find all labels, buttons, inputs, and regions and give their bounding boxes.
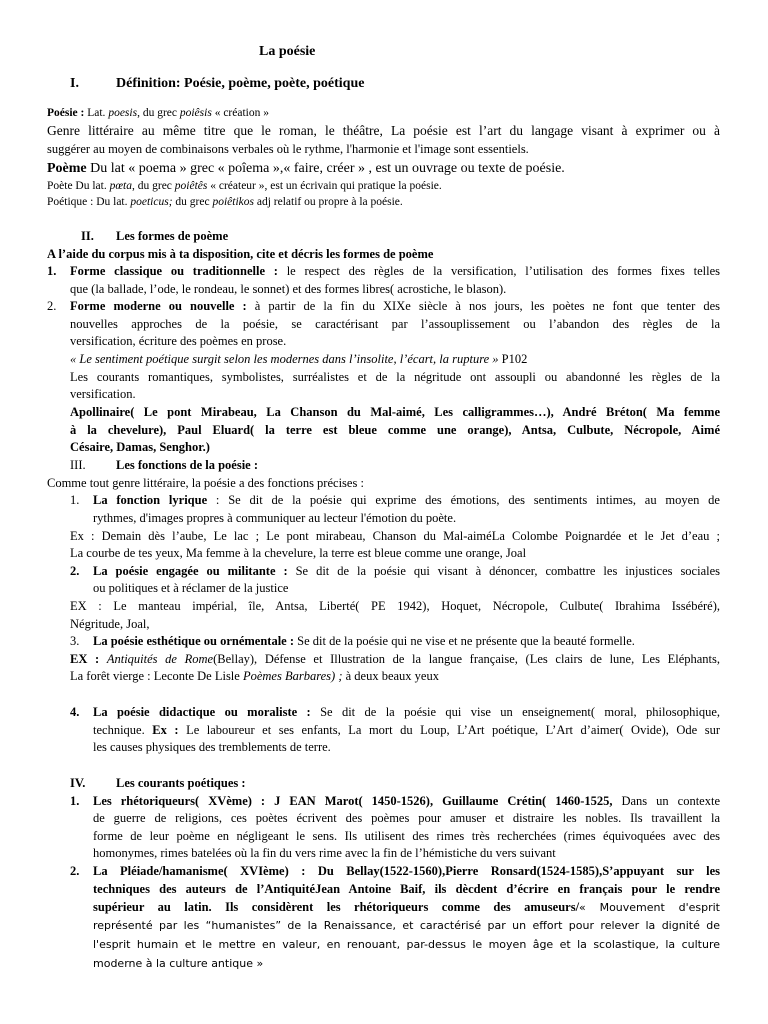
function-2-label: La poésie engagée ou militante : [93,564,288,578]
function-1-number: 1. [70,493,80,507]
courants-line-1: Les courants romantiques, symbolistes, surréalistes et de la négritude ont assoupli ou abandonné les règles de la [70,370,720,384]
courant-2-line-2: techniques des auteurs de l’AntiquitéJean Antoine Baif, ils dècdent d’écrire en français pour le rendre [93,882,720,896]
poete-definition: Poète Du lat. pœta, du grec poiêtês « créateur », est un écrivain qui pratique la poésie. [47,180,442,192]
item-1-line: Forme classique ou traditionnelle : le respect des règles de la versification, l’utilisation des formes fixes telles [70,264,721,278]
function-1-line: La fonction lyrique : Se dit de la poésie qui exprime des émotions, des sentiments intimes, au moyen de [93,493,720,507]
poeme-label: Poème [47,161,87,176]
courant-2-line-5: l'esprit humain et le mettre en valeur, en renouant, par-dessus le moyen âge et la scolastique, la culture [93,938,720,951]
poesie-definition: Poésie : Lat. poesis, du grec poiêsis « création » [47,107,269,119]
genre-line-1: Genre littéraire au même titre que le roman, le théâtre, La poésie est l’art du langage visant à exprimer ou à [47,123,720,138]
function-1-label: La fonction lyrique [93,493,208,507]
item-2-line: Forme moderne ou nouvelle : à partir de la fin du XIXe siècle à nos jours, les poètes ne font que tenter des [70,299,720,313]
function-3-number: 3. [70,634,80,648]
courants-line-2: versification. [70,387,136,401]
courant-1-number: 1. [70,794,80,808]
function-4-continuation-2: les causes physiques des tremblements de terre. [93,740,331,754]
function-3-label: La poésie esthétique ou ornémentale : [93,634,295,648]
genre-line-2: suggérer au moyen de combinaisons verbales où le rythme, l'harmonie et l'image sont essentiels. [47,142,529,156]
authors-line-2: à la chevelure), Paul Eluard( la terre est bleue comme une orange), Antsa, Culbute, Nécropole, Aimé [70,423,720,437]
function-3-example-1: EX : Antiquités de Rome(Bellay), Défense et Illustration de la langue française, (Les clairs de lune, Les Eléphants, [70,652,720,666]
section-3-number: III. [70,458,86,472]
function-4-number: 4. [70,705,80,719]
authors-line-3: Césaire, Damas, Senghor.) [70,440,210,454]
item-1-label: Forme classique ou traditionnelle : [70,264,278,278]
function-4-line: La poésie didactique ou moraliste : Se dit de la poésie qui vise un enseignement( moral, philosophique, [93,705,720,719]
function-4-continuation-1: technique. Ex : Le laboureur et ses enfants, La mort du Loup, L’Art poétique, L’Art d’aimer( Ovide), Ode sur [93,723,721,737]
poesie-label: Poésie : [47,107,85,119]
modern-quote: « Le sentiment poétique surgit selon les modernes dans l’insolite, l’écart, la rupture » P102 [70,352,528,366]
function-4-label: La poésie didactique ou moraliste : [93,705,311,719]
item-1-number: 1. [47,264,57,278]
section-2-number: II. [81,229,94,243]
section-1-number: I. [70,76,79,91]
function-1-continuation: rythmes, d'images propres à communiquer au lecteur l'émotion du poète. [93,511,457,525]
section-1-heading: Définition: Poésie, poème, poète, poétique [116,76,365,91]
function-2-example-2: Négritude, Joal, [70,617,150,631]
poetique-definition: Poétique : Du lat. poeticus; du grec poiêtikos adj relatif ou propre à la poésie. [47,196,403,208]
document-title: La poésie [259,44,316,59]
section-2-heading: Les formes de poème [116,229,229,243]
function-1-example-1: Ex : Demain dès l’aube, Le lac ; Le pont mirabeau, Chanson du Mal-aiméLa Colombe Poignardée et le Jet d’eau ; [70,529,720,543]
poeme-definition: Poème Du lat « poema » grec « poîema »,« faire, créer » , est un ouvrage ou texte de poésie. [47,161,565,176]
authors-line-1: Apollinaire( Le pont Mirabeau, La Chanson du Mal-aimé, Les calligrammes…), André Bréton( Ma femme [70,405,720,419]
function-3-line: La poésie esthétique ou ornémentale : Se dit de la poésie qui ne vise et ne présente que la beauté formelle. [93,634,635,648]
section-3-heading: Les fonctions de la poésie : [116,458,259,472]
courant-2-line-1: La Pléiade/hamanisme( XVIème) : Du Bellay(1522-1560),Pierre Ronsard(1524-1585),S’appuyant sur les [93,864,720,878]
item-2-number: 2. [47,299,57,313]
section-3-intro: Comme tout genre littéraire, la poésie a des fonctions précises : [47,476,364,490]
section-4-heading: Les courants poétiques : [116,776,246,790]
function-1-example-2: La courbe de tes yeux, Ma femme à la chevelure, la terre est bleue comme une orange, Joal [70,546,527,560]
courant-2-line-3: supérieur au latin. Ils considèrent les rhétoriqueurs comme des amuseurs/« Mouvement d'esprit [93,900,720,914]
courant-1-line-2: de guerre de religions, ces poètes écrivent des poèmes pour amuser et distraire les nobles. Ils travaillent la [93,811,720,825]
section-2-instruction: A l’aide du corpus mis à ta disposition, cite et décris les formes de poème [47,247,434,261]
courant-1-line-3: forme de leur poème en négligeant le sens. Ils utilisent des rimes très recherchées (rimes équivoquées avec des [93,829,720,843]
item-2-continuation-2: versification, écriture des poèmes en prose. [70,334,287,348]
courant-2-number: 2. [70,864,80,878]
courant-2-line-6: moderne à la culture antique » [93,957,264,970]
courant-1-line-4: homonymes, rimes batelées où la fin du vers rime avec la fin de l’hémistiche du vers suivant [93,846,556,860]
function-2-continuation: ou politiques et à réclamer de la justice [93,581,289,595]
courant-2-line-4: représenté par les “humanistes” de la Renaissance, et caractérisé par un effort pour relever la dignité de [93,919,720,932]
function-3-example-2: La forêt vierge : Leconte De Lisle Poèmes Barbares) ; à deux beaux yeux [70,669,439,683]
item-2-label: Forme moderne ou nouvelle : [70,299,247,313]
courant-1-label: Les rhétoriqueurs( XVème) : J EAN Marot( 1450-1526), Guillaume Crétin( 1460-1525, [93,794,613,808]
courant-1-line-1: Les rhétoriqueurs( XVème) : J EAN Marot( 1450-1526), Guillaume Crétin( 1460-1525, Dans un contexte [93,794,720,808]
function-2-number: 2. [70,564,80,578]
function-2-example-1: EX : Le manteau impérial, île, Antsa, Liberté( PE 1942), Hoquet, Nécropole, Culbute( Ibrahima Issébéré), [70,599,720,613]
function-2-line: La poésie engagée ou militante : Se dit de la poésie qui visant à dénoncer, combattre les injustices sociales [93,564,721,578]
item-2-continuation-1: nouvelles approches de la poésie, se caractérisant par l’assouplissement ou l’abandon des règles de la [70,317,720,331]
item-1-continuation: que (la ballade, l’ode, le rondeau, le sonnet) et des formes libres( acrostiche, le blason). [70,282,507,296]
section-4-number: IV. [70,776,86,790]
